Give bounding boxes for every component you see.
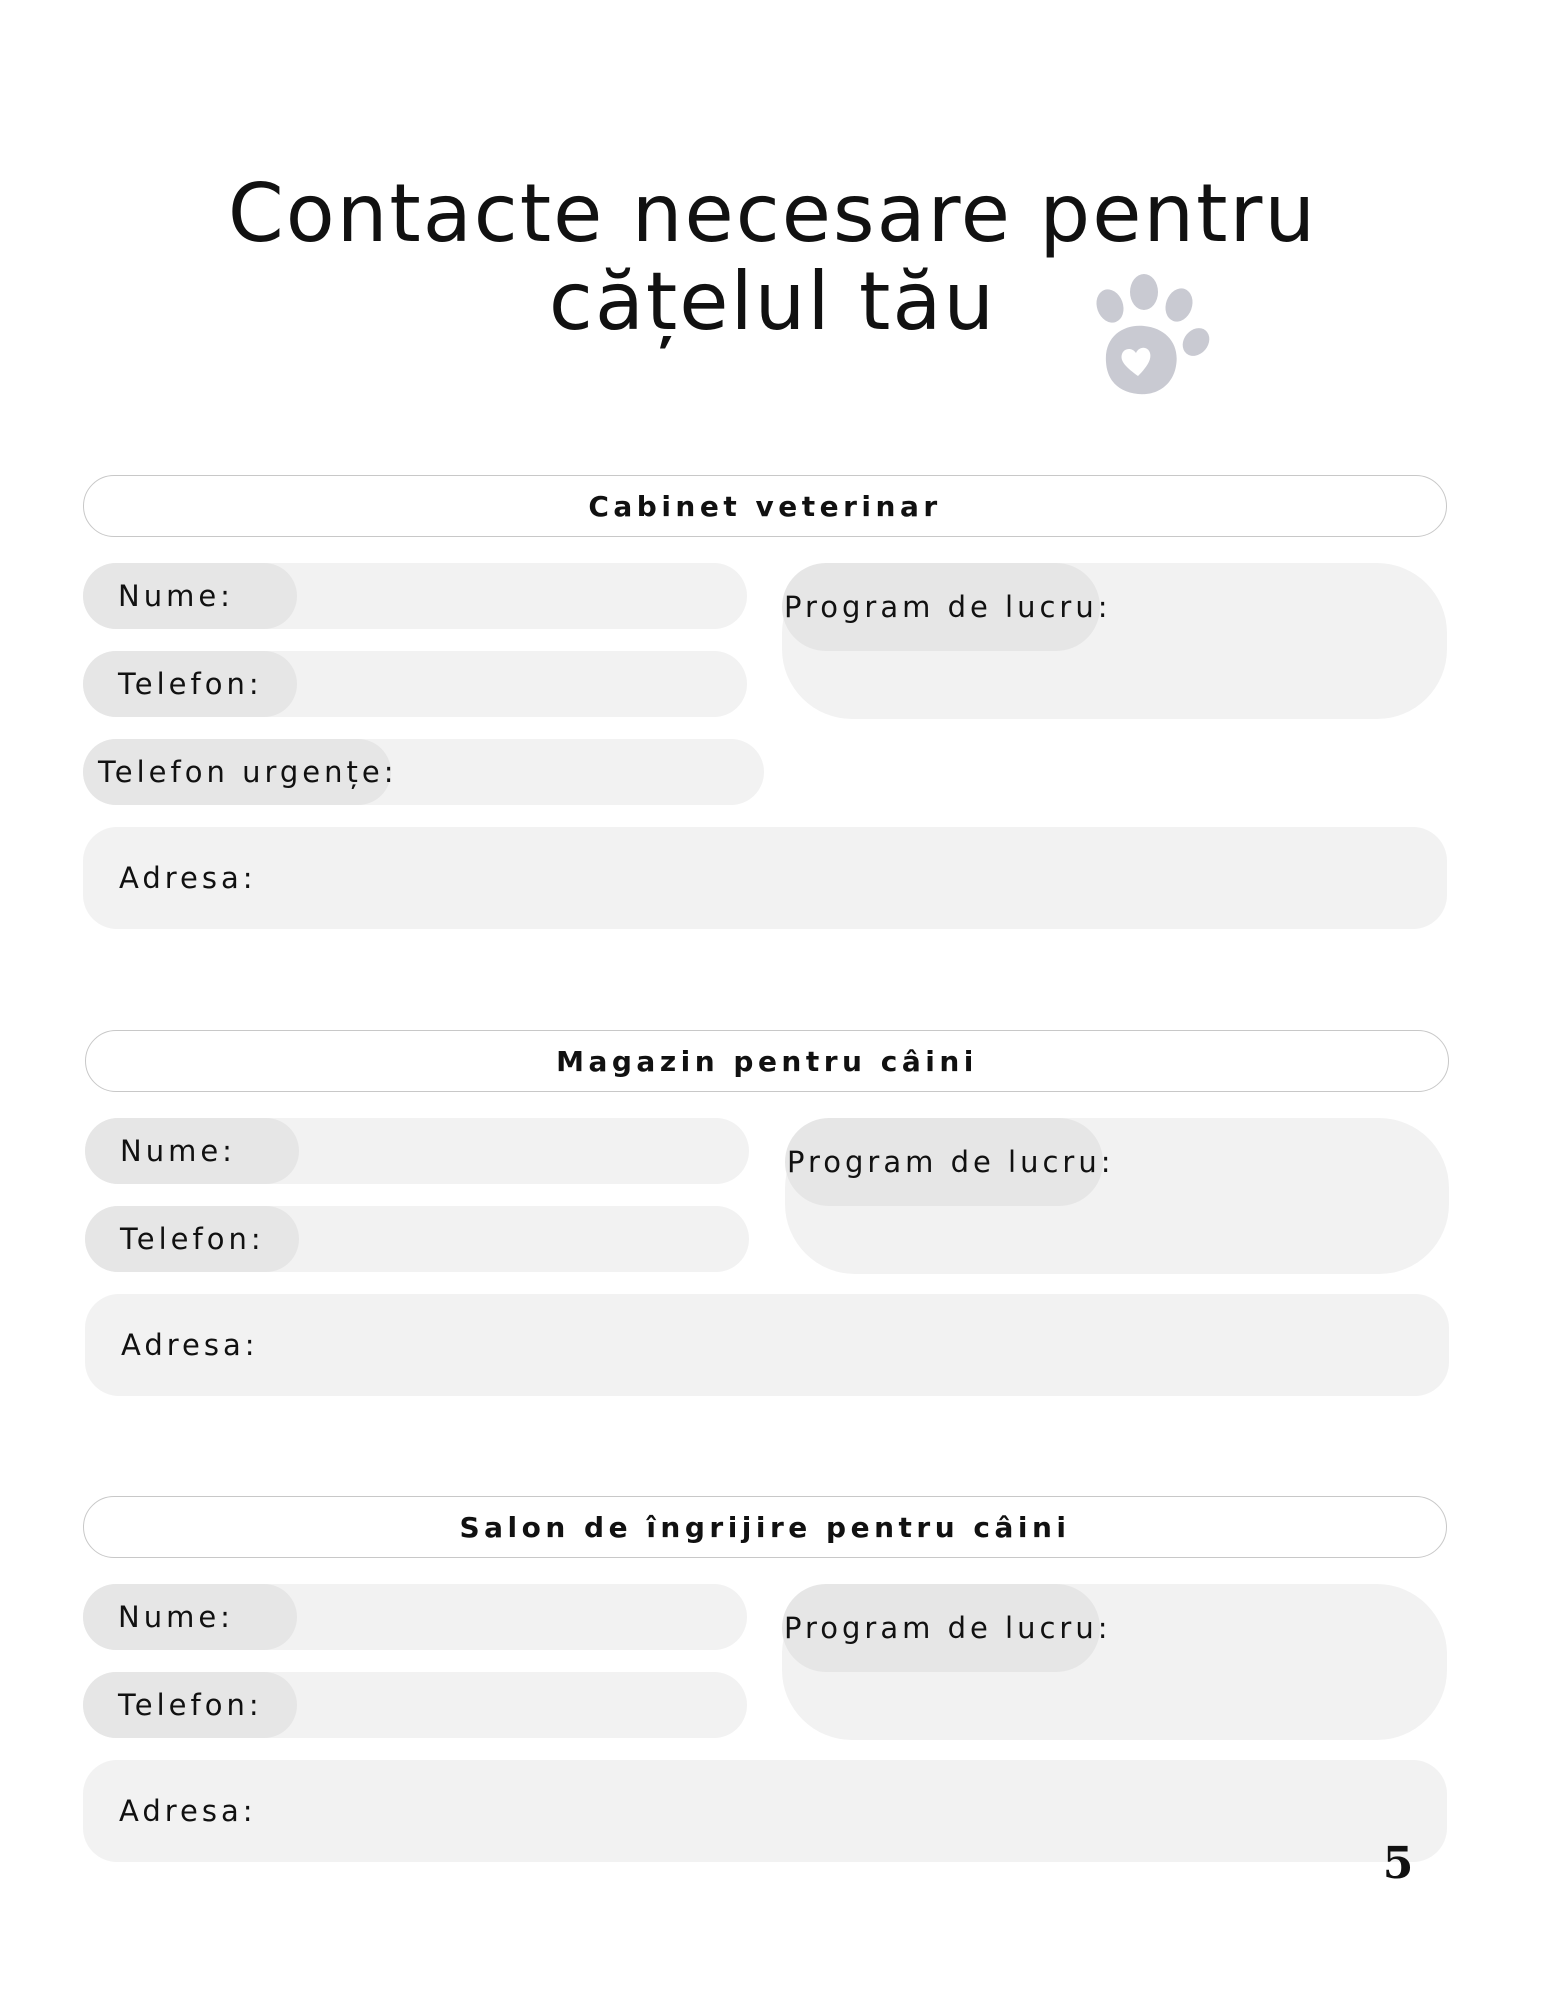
page-title-line-2: cățelul tău bbox=[548, 255, 997, 348]
vet-schedule-field[interactable] bbox=[782, 563, 1447, 719]
vet-address-label: Adresa: bbox=[119, 861, 257, 895]
grooming-salon-header: Salon de îngrijire pentru câini bbox=[83, 1496, 1447, 1558]
shop-phone-field[interactable] bbox=[85, 1206, 749, 1272]
vet-emergency-phone-field[interactable] bbox=[83, 739, 764, 805]
vet-phone-label: Telefon: bbox=[118, 667, 263, 701]
shop-schedule-field[interactable] bbox=[785, 1118, 1449, 1274]
page-number: 5 bbox=[1382, 1838, 1414, 1889]
salon-name-label: Nume: bbox=[118, 1600, 234, 1634]
salon-phone-field[interactable] bbox=[83, 1672, 747, 1738]
page-title-line-1: Contacte necesare pentru bbox=[227, 167, 1318, 260]
shop-address-field[interactable] bbox=[85, 1294, 1449, 1396]
shop-name-label: Nume: bbox=[120, 1134, 236, 1168]
salon-schedule-label: Program de lucru: bbox=[784, 1611, 1112, 1645]
vet-emergency-phone-label: Telefon urgențe: bbox=[98, 755, 398, 789]
salon-address-field[interactable] bbox=[83, 1760, 1447, 1862]
shop-address-label: Adresa: bbox=[121, 1328, 259, 1362]
vet-name-field[interactable] bbox=[83, 563, 747, 629]
salon-schedule-field[interactable] bbox=[782, 1584, 1447, 1740]
shop-phone-label: Telefon: bbox=[120, 1222, 265, 1256]
salon-name-field[interactable] bbox=[83, 1584, 747, 1650]
vet-clinic-header: Cabinet veterinar bbox=[83, 475, 1447, 537]
pet-shop-header: Magazin pentru câini bbox=[85, 1030, 1449, 1092]
paw-heart-icon bbox=[1080, 270, 1220, 410]
shop-name-field[interactable] bbox=[85, 1118, 749, 1184]
vet-schedule-label: Program de lucru: bbox=[784, 590, 1112, 624]
salon-address-label: Adresa: bbox=[119, 1794, 257, 1828]
salon-phone-label: Telefon: bbox=[118, 1688, 263, 1722]
shop-schedule-label: Program de lucru: bbox=[787, 1145, 1115, 1179]
page-title bbox=[0, 167, 1545, 348]
vet-address-field[interactable] bbox=[83, 827, 1447, 929]
vet-phone-field[interactable] bbox=[83, 651, 747, 717]
vet-name-label: Nume: bbox=[118, 579, 234, 613]
